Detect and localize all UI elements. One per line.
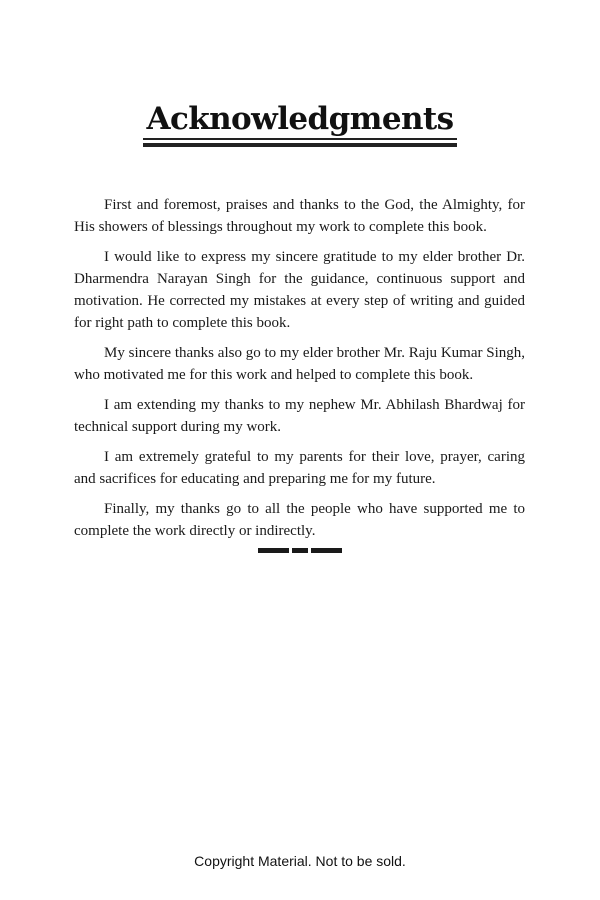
title-underline-thin	[143, 138, 457, 140]
ornament-dash	[311, 548, 342, 553]
paragraph: I would like to express my sincere gratitude to my elder brother Dr. Dharmendra Narayan Singh for the guidance, continuous support and motivation. He corrected my mistakes at every step of writing and guided for right path to complete this book.	[74, 249, 525, 331]
page-title: Acknowledgments	[146, 101, 454, 137]
paragraph: I am extending my thanks to my nephew Mr. Abhilash Bhardwaj for technical support during my work.	[74, 397, 525, 435]
paragraph: First and foremost, praises and thanks to the God, the Almighty, for His showers of blessings throughout my work to complete this book.	[74, 197, 525, 235]
acknowledgments-body	[74, 194, 525, 550]
section-end-ornament	[258, 548, 342, 553]
title-underline-thick	[143, 143, 457, 147]
copyright-footer: Copyright Material. Not to be sold.	[194, 853, 406, 869]
paragraph: Finally, my thanks go to all the people who have supported me to complete the work directly or indirectly.	[74, 501, 525, 539]
paragraph: My sincere thanks also go to my elder brother Mr. Raju Kumar Singh, who motivated me for this work and helped to complete this book.	[74, 345, 525, 383]
ornament-dash	[258, 548, 289, 553]
ornament-dash	[292, 548, 308, 553]
paragraph: I am extremely grateful to my parents for their love, prayer, caring and sacrifices for educating and preparing me for my future.	[74, 449, 525, 487]
